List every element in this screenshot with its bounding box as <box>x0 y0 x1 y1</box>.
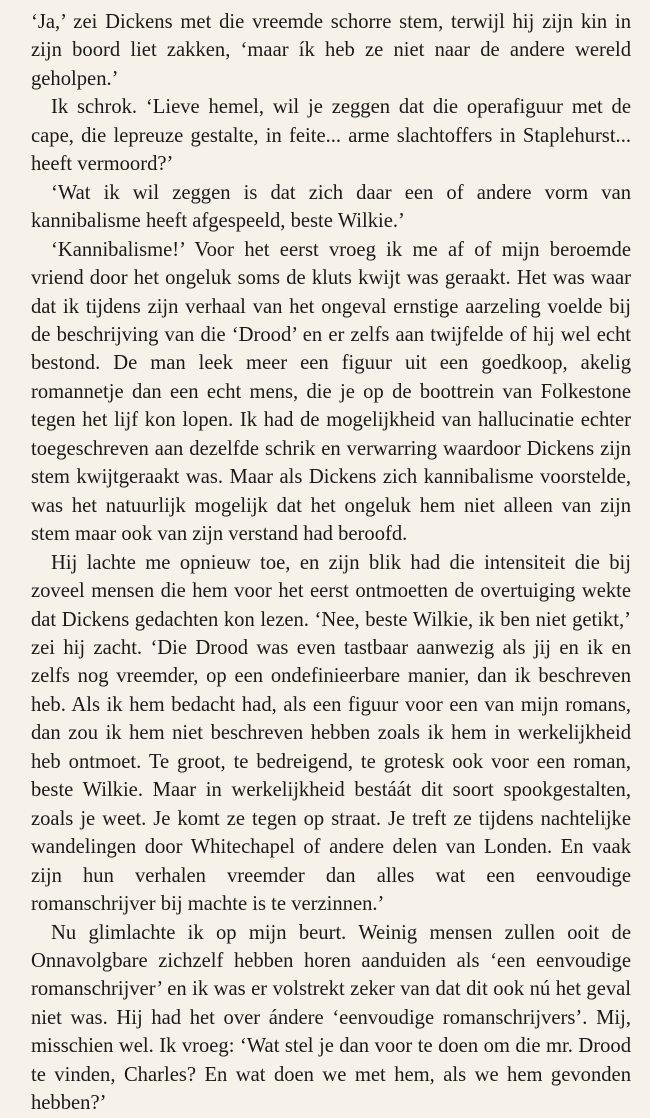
paragraph: Hij lachte me opnieuw toe, en zijn blik had die intensiteit die bij zoveel mensen die hem voor het eerst ontmoetten de overtuiging wekte dat Dickens gedachten kon lezen. ‘Nee, beste Wilkie, ik ben niet getikt,’ zei hij zacht. ‘Die Drood was even tastbaar aanwezig als jij en ik en zelfs nog vreemder, op een ondefinieerbare manier, dan ik beschreven heb. Als ik hem bedacht had, als een figuur voor een van mijn romans, dan zou ik hem niet beschreven hebben zoals ik hem in werkelijkheid heb ontmoet. Te groot, te bedreigend, te grotesk ook voor een roman, beste Wilkie. Maar in werkelijkheid bestáát dit soort spookgestalten, zoals je weet. Je komt ze tegen op straat. Je treft ze tijdens nachtelijke wandelingen door Whitechapel of andere delen van Londen. En vaak zijn hun verhalen vreemder dan alles wat een eenvoudige romanschrijver bij machte is te verzinnen.’ <box>31 551 631 916</box>
paragraph: ‘Wat ik wil zeggen is dat zich daar een of andere vorm van kannibalisme heeft afgespeeld, beste Wilkie.’ <box>31 181 631 233</box>
paragraph: ‘Ja,’ zei Dickens met die vreemde schorre stem, terwijl hij zijn kin in zijn boord liet zakken, ‘maar ík heb ze niet naar de andere wereld geholpen.’ <box>31 11 631 90</box>
book-page <box>31 8 631 1118</box>
paragraph: ‘Kannibalisme!’ Voor het eerst vroeg ik me af of mijn beroemde vriend door het ongeluk soms de kluts kwijt was geraakt. Het was waar dat ik tijdens zijn verhaal van het ongeval ernstige aarzeling voelde bij de beschrijving van die ‘Drood’ en er zelfs aan twijfelde of hij wel echt bestond. De man leek meer een figuur uit een goedkoop, akelig romannetje dan een echt mens, die je op de boottrein van Folkestone tegen het lijf kon lopen. Ik had de mogelijkheid van hallucinatie echter toegeschreven aan dezelfde schrik en verwarring waardoor Dickens zijn stem kwijtgeraakt was. Maar als Dickens zich kannibalisme voorstelde, was het natuurlijk mogelijk dat het ongeluk hem niet alleen van zijn stem maar ook van zijn verstand had beroofd. <box>31 238 631 546</box>
paragraph: Ik schrok. ‘Lieve hemel, wil je zeggen dat die operafiguur met de cape, die lepreuze gestalte, in feite... arme slachtoffers in Staplehurst... heeft vermoord?’ <box>31 96 631 176</box>
paragraph: Nu glimlachte ik op mijn beurt. Weinig mensen zullen ooit de Onnavolgbare zichzelf hebben horen aanduiden als ‘een eenvoudige romanschrijver’ en ik was er volstrekt zeker van dat dit ook nú het geval niet was. Hij had het over ándere ‘eenvoudige romanschrijvers’. Mij, misschien wel. Ik vroeg: ‘Wat stel je dan voor te doen om die mr. Drood te vinden, Charles? En wat doen we met hem, als we hem gevonden hebben?’ <box>31 921 631 1115</box>
